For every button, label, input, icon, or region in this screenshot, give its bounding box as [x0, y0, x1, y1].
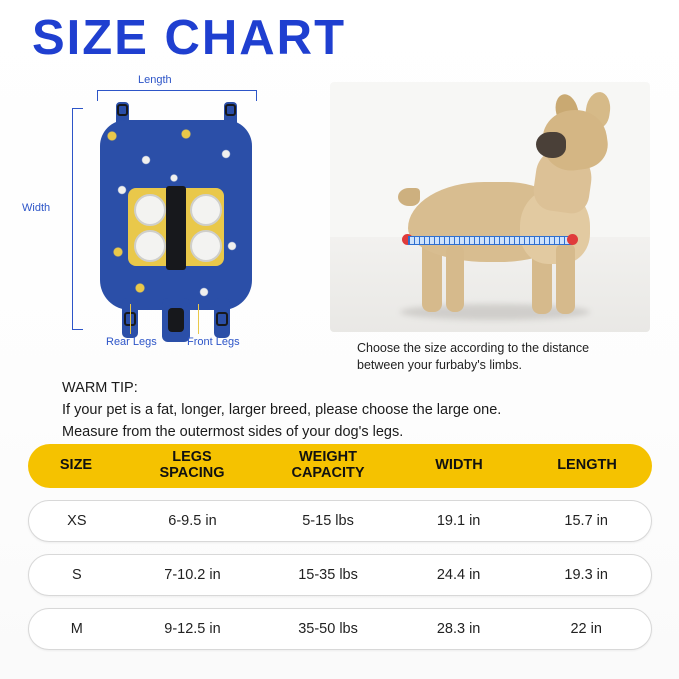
- table-row: [28, 608, 652, 650]
- photo-caption-line-2: between your furbaby's limbs.: [357, 357, 522, 372]
- harness-handle: [162, 298, 190, 342]
- width-bracket: [72, 108, 83, 330]
- header-size: SIZE: [59, 457, 93, 474]
- harness-leg-hole: [134, 194, 166, 226]
- cell-length: 19.3 in: [564, 567, 608, 583]
- photo-caption: [357, 340, 657, 374]
- cell-width: 28.3 in: [436, 621, 481, 637]
- width-dimension-label: Width: [22, 202, 51, 214]
- length-dimension-label: Length: [138, 74, 172, 86]
- cell-legs-spacing: 9-12.5 in: [164, 621, 221, 637]
- cell-weight-capacity: 5-15 lbs: [302, 513, 354, 529]
- header-legs-spacing: [124, 450, 260, 482]
- dog-muzzle: [536, 132, 566, 158]
- header-weight-line-2: CAPACITY: [291, 465, 365, 481]
- dog-rear-leg: [446, 246, 464, 312]
- warm-tip-heading: WARM TIP:: [62, 380, 138, 396]
- dog-tail: [398, 188, 420, 206]
- measure-point-front: [567, 234, 578, 245]
- cell-size: M: [70, 621, 83, 637]
- photo-caption-line-1: Choose the size according to the distance: [357, 341, 590, 355]
- harness-illustration: [100, 102, 252, 332]
- size-table: [28, 444, 652, 662]
- cell-width: 19.1 in: [436, 513, 481, 529]
- harness-leg-hole: [134, 230, 166, 262]
- cell-length: 22 in: [570, 621, 602, 637]
- warm-tip-line-2: Measure from the outermost sides of your dog's legs.: [62, 423, 404, 440]
- warm-tip-line-1: If your pet is a fat, longer, larger breed, please choose the large one.: [62, 401, 502, 418]
- header-width: WIDTH: [435, 457, 483, 474]
- cell-length: 15.7 in: [564, 513, 608, 529]
- header-legs-spacing-line-1: LEGS: [172, 449, 212, 466]
- rear-legs-callout-line: [130, 304, 131, 334]
- harness-center-strip: [166, 186, 186, 270]
- dog-photo: [330, 82, 650, 332]
- cell-size: XS: [67, 513, 87, 529]
- harness-leg-hole: [190, 230, 222, 262]
- cell-legs-spacing: 6-9.5 in: [168, 513, 217, 529]
- dog-front-leg: [556, 244, 575, 314]
- front-legs-callout-line: [198, 304, 199, 334]
- table-row: [28, 554, 652, 596]
- page-title: SIZE CHART: [32, 11, 346, 65]
- cell-weight-capacity: 15-35 lbs: [298, 567, 358, 583]
- cell-legs-spacing: 7-10.2 in: [164, 567, 221, 583]
- header-length: LENGTH: [557, 457, 617, 474]
- table-row: [28, 500, 652, 542]
- dog-illustration: [360, 92, 630, 322]
- harness-diagram: [22, 74, 310, 364]
- harness-leg-hole: [190, 194, 222, 226]
- header-weight-line-1: WEIGHT: [299, 449, 357, 466]
- length-bracket: [97, 90, 257, 101]
- warm-tip: [62, 378, 642, 443]
- cell-weight-capacity: 35-50 lbs: [298, 621, 358, 637]
- cell-size: S: [72, 567, 82, 583]
- front-legs-label: Front Legs: [187, 336, 240, 348]
- cell-width: 24.4 in: [436, 567, 481, 583]
- harness-front-leg-strap: [214, 298, 230, 338]
- measure-tape: [408, 236, 572, 245]
- measuring-tape-overlay: [402, 234, 578, 246]
- table-header-row: [28, 444, 652, 488]
- header-legs-spacing-line-2: SPACING: [159, 465, 225, 481]
- rear-legs-label: Rear Legs: [106, 336, 157, 348]
- header-weight-capacity: [260, 450, 396, 482]
